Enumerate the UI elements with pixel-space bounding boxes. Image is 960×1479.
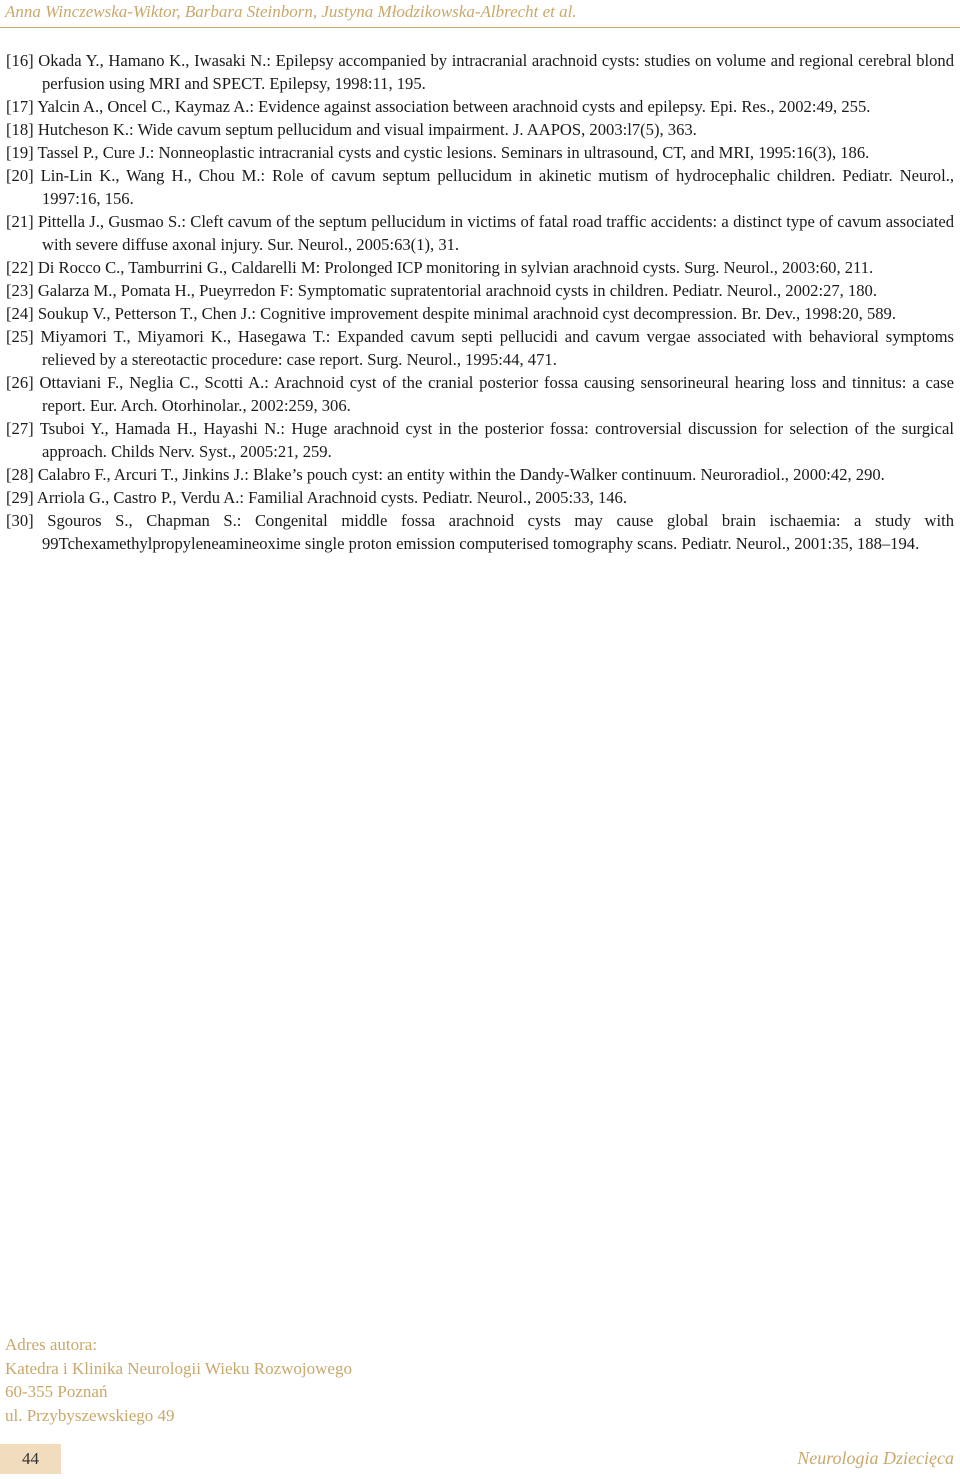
reference-number: [21] xyxy=(6,212,34,231)
reference-text: Hutcheson K.: Wide cavum septum pellucidum and visual impairment. J. AAPOS, 2003:l7(5), 363. xyxy=(37,120,697,139)
reference-number: [30] xyxy=(6,511,34,530)
reference-item xyxy=(6,210,954,256)
reference-text: Okada Y., Hamano K., Iwasaki N.: Epilepsy accompanied by intracranial arachnoid cysts: studies on volume and regional cerebral blond perfusion using MRI and SPECT. Epilepsy, 1998:11, 195. xyxy=(38,51,954,93)
reference-number: [28] xyxy=(6,465,34,484)
reference-number: [24] xyxy=(6,304,34,323)
reference-item xyxy=(6,118,954,141)
reference-text: Calabro F., Arcuri T., Jinkins J.: Blake’s pouch cyst: an entity within the Dandy-Walker continuum. Neuroradiol., 2000:42, 290. xyxy=(37,465,885,484)
address-line-city: 60-355 Poznań xyxy=(5,1382,108,1401)
reference-text: Pittella J., Gusmao S.: Cleft cavum of the septum pellucidum in victims of fatal road traffic accidents: a distinct type of cavum associated with severe diffuse axonal injury. Sur. Neurol., 2005:63(1), 31. xyxy=(37,212,954,254)
reference-number: [18] xyxy=(6,120,34,139)
reference-list xyxy=(6,49,954,555)
author-address xyxy=(5,1333,352,1427)
page-number: 44 xyxy=(0,1444,61,1474)
reference-item xyxy=(6,486,954,509)
reference-number: [19] xyxy=(6,143,34,162)
reference-item xyxy=(6,509,954,555)
reference-item xyxy=(6,256,954,279)
reference-item xyxy=(6,302,954,325)
reference-item xyxy=(6,325,954,371)
address-line-department: Katedra i Klinika Neurologii Wieku Rozwojowego xyxy=(5,1358,352,1378)
reference-number: [27] xyxy=(6,419,34,438)
reference-item xyxy=(6,463,954,486)
reference-text: Yalcin A., Oncel C., Kaymaz A.: Evidence against association between arachnoid cysts and epilepsy. Epi. Res., 2002:49, 255. xyxy=(37,97,871,116)
reference-item xyxy=(6,279,954,302)
reference-item xyxy=(6,95,954,118)
reference-text: Di Rocco C., Tamburrini G., Caldarelli M: Prolonged ICP monitoring in sylvian arachnoid cysts. Surg. Neurol., 2003:60, 211. xyxy=(37,258,874,277)
reference-item xyxy=(6,371,954,417)
reference-item xyxy=(6,164,954,210)
reference-text: Lin-Lin K., Wang H., Chou M.: Role of cavum septum pellucidum in akinetic mutism of hydrocephalic children. Pediatr. Neurol., 1997:16, 156. xyxy=(40,166,954,208)
reference-number: [16] xyxy=(6,51,34,70)
reference-text: Tassel P., Cure J.: Nonneoplastic intracranial cysts and cystic lesions. Seminars in ultrasound, CT, and MRI, 1995:16(3), 186. xyxy=(37,143,870,162)
address-line-street: ul. Przybyszewskiego 49 xyxy=(5,1405,175,1425)
reference-text: Miyamori T., Miyamori K., Hasegawa T.: Expanded cavum septi pellucidi and cavum vergae associated with behavioral symptoms relieved by a stereotactic procedure: case report. Surg. Neurol., 1995:44, 471. xyxy=(40,327,954,369)
reference-text: Ottaviani F., Neglia C., Scotti A.: Arachnoid cyst of the cranial posterior fossa causing sensorineural hearing loss and tinnitus: a case report. Eur. Arch. Otorhinolar., 2002:259, 306. xyxy=(39,373,955,415)
reference-text: Soukup V., Petterson T., Chen J.: Cognitive improvement despite minimal arachnoid cyst decompression. Br. Dev., 1998:20, 589. xyxy=(37,304,896,323)
reference-text: Arriola G., Castro P., Verdu A.: Familial Arachnoid cysts. Pediatr. Neurol., 2005:33, 146. xyxy=(36,488,627,507)
journal-name: Neurologia Dziecięca xyxy=(797,1448,954,1468)
header-rule xyxy=(0,27,960,28)
reference-number: [20] xyxy=(6,166,34,185)
reference-item xyxy=(6,417,954,463)
reference-text: Galarza M., Pomata H., Pueyrredon F: Symptomatic supratentorial arachnoid cysts in children. Pediatr. Neurol., 2002:27, 180. xyxy=(37,281,878,300)
reference-text: Tsuboi Y., Hamada H., Hayashi N.: Huge arachnoid cyst in the posterior fossa: controversial discussion for selection of the surgical approach. Childs Nerv. Syst., 2005:21, 259. xyxy=(39,419,954,461)
reference-number: [25] xyxy=(6,327,34,346)
reference-number: [23] xyxy=(6,281,34,300)
reference-number: [17] xyxy=(6,97,34,116)
address-label: Adres autora: xyxy=(5,1335,98,1354)
reference-text: Sgouros S., Chapman S.: Congenital middle fossa arachnoid cysts may cause global brain ischaemia: a study with 99Tchexamethylpropyleneamineoxime single proton emission computerised tomography scans. Pediatr. Neurol., 2001:35, 188–194. xyxy=(42,511,954,553)
running-head: Anna Winczewska-Wiktor, Barbara Steinborn, Justyna Młodzikowska-Albrecht et al. xyxy=(5,2,577,21)
reference-number: [26] xyxy=(6,373,34,392)
reference-item xyxy=(6,49,954,95)
reference-number: [29] xyxy=(6,488,34,507)
reference-number: [22] xyxy=(6,258,34,277)
reference-item xyxy=(6,141,954,164)
